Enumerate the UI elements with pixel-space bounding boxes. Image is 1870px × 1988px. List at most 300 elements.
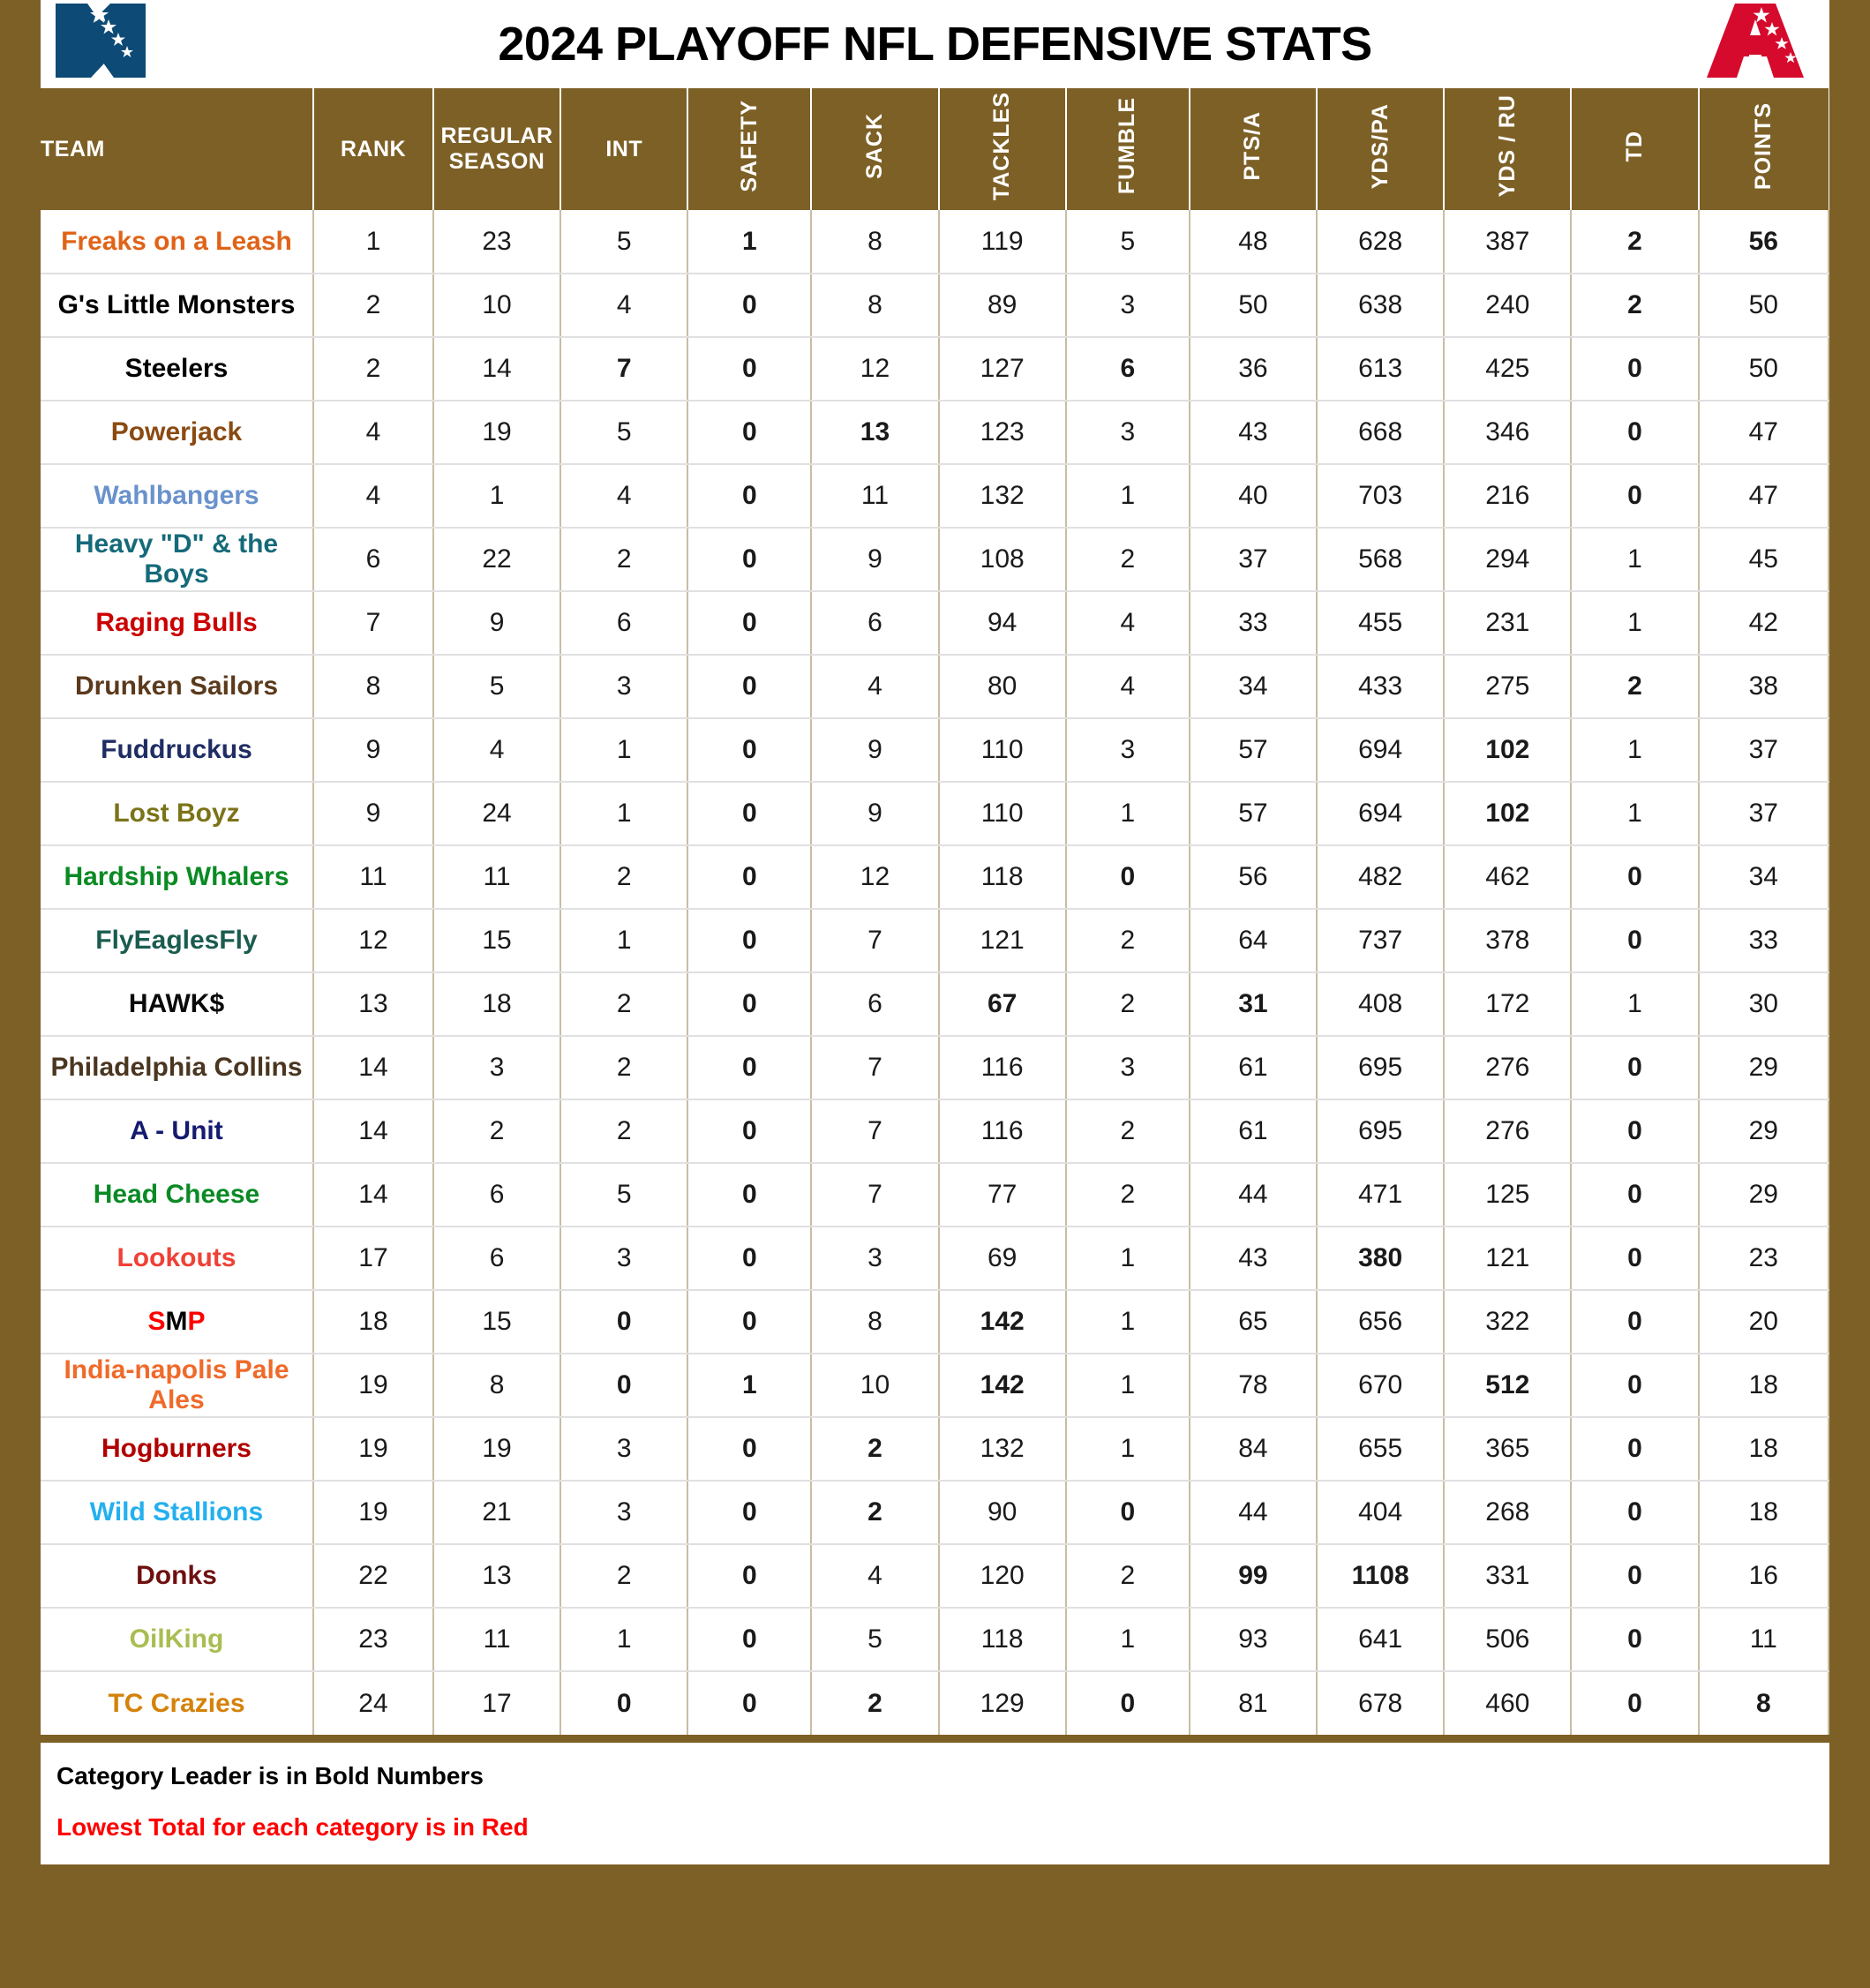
cell-safety: 0 [687, 655, 811, 718]
cell-fumble: 2 [1066, 528, 1190, 591]
table-row [41, 845, 1829, 909]
cell-safety: 0 [687, 1671, 811, 1735]
table-row [41, 972, 1829, 1036]
cell-fumble: 2 [1066, 909, 1190, 972]
cell-pts-per-a: 43 [1190, 1227, 1317, 1290]
cell-yds-per-ru: 506 [1444, 1608, 1571, 1671]
cell-pts-per-a: 78 [1190, 1354, 1317, 1417]
cell-pts-per-a: 84 [1190, 1417, 1317, 1481]
cell-td: 1 [1571, 782, 1698, 845]
cell-int: 2 [560, 1099, 687, 1163]
cell-regular-season: 17 [433, 1671, 560, 1735]
cell-int: 7 [560, 337, 687, 401]
cell-fumble: 2 [1066, 1163, 1190, 1227]
cell-sack: 12 [811, 337, 938, 401]
table-row [41, 1417, 1829, 1481]
cell-yds-per-ru: 276 [1444, 1099, 1571, 1163]
cell-regular-season: 8 [433, 1354, 560, 1417]
cell-int: 2 [560, 1036, 687, 1099]
cell-pts-per-a: 36 [1190, 337, 1317, 401]
cell-yds-per-ru: 268 [1444, 1481, 1571, 1544]
cell-fumble: 1 [1066, 1227, 1190, 1290]
cell-regular-season: 15 [433, 909, 560, 972]
table-row [41, 782, 1829, 845]
cell-pts-per-a: 44 [1190, 1163, 1317, 1227]
safety-label: SAFETY [736, 100, 762, 192]
cell-rank: 14 [313, 1099, 433, 1163]
cell-td: 1 [1571, 528, 1698, 591]
cell-yds-per-ru: 240 [1444, 274, 1571, 337]
table-row [41, 1290, 1829, 1354]
cell-td: 2 [1571, 655, 1698, 718]
cell-safety: 0 [687, 1481, 811, 1544]
cell-td: 0 [1571, 1417, 1698, 1481]
cell-rank: 11 [313, 845, 433, 909]
column-header-ydspa[interactable] [1317, 88, 1444, 210]
cell-regular-season: 2 [433, 1099, 560, 1163]
cell-tackles: 121 [939, 909, 1066, 972]
cell-regular-season: 23 [433, 210, 560, 274]
cell-tackles: 80 [939, 655, 1066, 718]
cell-tackles: 116 [939, 1036, 1066, 1099]
cell-td: 0 [1571, 1099, 1698, 1163]
cell-yds-per-pa: 482 [1317, 845, 1444, 909]
cell-regular-season: 11 [433, 845, 560, 909]
cell-tackles: 89 [939, 274, 1066, 337]
cell-regular-season: 15 [433, 1290, 560, 1354]
stats-table-body [41, 210, 1829, 1735]
cell-yds-per-ru: 102 [1444, 782, 1571, 845]
table-row [41, 464, 1829, 528]
cell-fumble: 0 [1066, 845, 1190, 909]
cell-td: 0 [1571, 1671, 1698, 1735]
team-name-cell[interactable]: India-napolis Pale Ales [41, 1354, 313, 1417]
cell-int: 1 [560, 782, 687, 845]
table-row [41, 1354, 1829, 1417]
cell-yds-per-pa: 380 [1317, 1227, 1444, 1290]
cell-yds-per-ru: 331 [1444, 1544, 1571, 1608]
table-row [41, 210, 1829, 274]
team-name-cell[interactable]: Steelers [41, 337, 313, 401]
cell-td: 2 [1571, 274, 1698, 337]
ydsru-label: YDS / RU [1494, 94, 1520, 198]
cell-tackles: 132 [939, 1417, 1066, 1481]
cell-pts-per-a: 37 [1190, 528, 1317, 591]
table-header-row [41, 88, 1829, 210]
table-row [41, 401, 1829, 464]
cell-safety: 0 [687, 1290, 811, 1354]
cell-yds-per-ru: 172 [1444, 972, 1571, 1036]
team-name-cell[interactable]: Drunken Sailors [41, 655, 313, 718]
cell-points: 42 [1699, 591, 1829, 655]
cell-tackles: 69 [939, 1227, 1066, 1290]
cell-rank: 9 [313, 782, 433, 845]
cell-yds-per-pa: 641 [1317, 1608, 1444, 1671]
cell-td: 0 [1571, 337, 1698, 401]
cell-yds-per-pa: 678 [1317, 1671, 1444, 1735]
cell-yds-per-ru: 121 [1444, 1227, 1571, 1290]
cell-sack: 9 [811, 718, 938, 782]
cell-fumble: 6 [1066, 337, 1190, 401]
cell-sack: 9 [811, 528, 938, 591]
cell-tackles: 142 [939, 1354, 1066, 1417]
cell-sack: 4 [811, 1544, 938, 1608]
cell-tackles: 123 [939, 401, 1066, 464]
ydspa-label: YDS/PA [1367, 102, 1393, 190]
table-row [41, 1227, 1829, 1290]
cell-fumble: 5 [1066, 210, 1190, 274]
cell-int: 6 [560, 591, 687, 655]
team-name-cell[interactable]: Lookouts [41, 1227, 313, 1290]
cell-yds-per-pa: 471 [1317, 1163, 1444, 1227]
table-row [41, 337, 1829, 401]
cell-yds-per-pa: 568 [1317, 528, 1444, 591]
team-name-cell[interactable]: SMP [41, 1290, 313, 1354]
column-header-tackles[interactable] [939, 88, 1066, 210]
cell-safety: 0 [687, 909, 811, 972]
cell-int: 2 [560, 972, 687, 1036]
cell-points: 45 [1699, 528, 1829, 591]
fumble-label: FUMBLE [1115, 97, 1140, 195]
cell-sack: 7 [811, 1163, 938, 1227]
cell-yds-per-ru: 276 [1444, 1036, 1571, 1099]
column-header-regular-season[interactable] [433, 88, 560, 210]
cell-yds-per-ru: 322 [1444, 1290, 1571, 1354]
cell-safety: 0 [687, 337, 811, 401]
cell-safety: 0 [687, 718, 811, 782]
cell-yds-per-pa: 695 [1317, 1099, 1444, 1163]
team-name-cell[interactable]: Freaks on a Leash [41, 210, 313, 274]
cell-points: 18 [1699, 1417, 1829, 1481]
cell-yds-per-pa: 668 [1317, 401, 1444, 464]
cell-rank: 19 [313, 1481, 433, 1544]
cell-rank: 19 [313, 1417, 433, 1481]
team-name-cell[interactable]: Raging Bulls [41, 591, 313, 655]
cell-fumble: 1 [1066, 1417, 1190, 1481]
team-name-cell[interactable]: Donks [41, 1544, 313, 1608]
column-header-fumble[interactable] [1066, 88, 1190, 210]
table-row [41, 1608, 1829, 1671]
cell-rank: 8 [313, 655, 433, 718]
cell-regular-season: 22 [433, 528, 560, 591]
regular-label: REGULAR SEASON [440, 124, 553, 174]
cell-rank: 2 [313, 337, 433, 401]
cell-sack: 2 [811, 1417, 938, 1481]
cell-rank: 17 [313, 1227, 433, 1290]
cell-yds-per-ru: 346 [1444, 401, 1571, 464]
cell-safety: 0 [687, 274, 811, 337]
cell-sack: 8 [811, 274, 938, 337]
nfc-conference-logo-icon [48, 0, 154, 85]
cell-td: 2 [1571, 210, 1698, 274]
column-header-int[interactable]: INT [560, 88, 687, 210]
cell-int: 3 [560, 1481, 687, 1544]
cell-pts-per-a: 61 [1190, 1099, 1317, 1163]
cell-points: 50 [1699, 337, 1829, 401]
cell-sack: 3 [811, 1227, 938, 1290]
cell-sack: 12 [811, 845, 938, 909]
column-header-sack[interactable] [811, 88, 938, 210]
cell-fumble: 3 [1066, 401, 1190, 464]
cell-tackles: 142 [939, 1290, 1066, 1354]
cell-fumble: 2 [1066, 972, 1190, 1036]
cell-rank: 4 [313, 401, 433, 464]
cell-points: 23 [1699, 1227, 1829, 1290]
table-row [41, 1481, 1829, 1544]
cell-safety: 0 [687, 1544, 811, 1608]
team-name-cell[interactable]: Head Cheese [41, 1163, 313, 1227]
cell-regular-season: 19 [433, 401, 560, 464]
table-row [41, 1544, 1829, 1608]
cell-rank: 1 [313, 210, 433, 274]
team-name-cell[interactable]: Hogburners [41, 1417, 313, 1481]
tackles-label: TACKLES [989, 91, 1015, 201]
cell-yds-per-ru: 275 [1444, 655, 1571, 718]
cell-td: 0 [1571, 1163, 1698, 1227]
cell-yds-per-ru: 125 [1444, 1163, 1571, 1227]
cell-points: 56 [1699, 210, 1829, 274]
cell-points: 20 [1699, 1290, 1829, 1354]
cell-yds-per-ru: 216 [1444, 464, 1571, 528]
column-header-ydsru[interactable] [1444, 88, 1571, 210]
column-header-ptsa[interactable] [1190, 88, 1317, 210]
cell-td: 1 [1571, 591, 1698, 655]
cell-pts-per-a: 56 [1190, 845, 1317, 909]
cell-rank: 12 [313, 909, 433, 972]
cell-yds-per-ru: 294 [1444, 528, 1571, 591]
cell-rank: 22 [313, 1544, 433, 1608]
cell-points: 29 [1699, 1099, 1829, 1163]
table-row [41, 909, 1829, 972]
column-header-safety[interactable] [687, 88, 811, 210]
cell-pts-per-a: 40 [1190, 464, 1317, 528]
column-header-points[interactable] [1699, 88, 1829, 210]
cell-rank: 6 [313, 528, 433, 591]
cell-pts-per-a: 34 [1190, 655, 1317, 718]
cell-int: 0 [560, 1354, 687, 1417]
cell-yds-per-pa: 638 [1317, 274, 1444, 337]
afc-conference-logo-icon [1702, 0, 1808, 85]
column-header-td[interactable] [1571, 88, 1698, 210]
cell-yds-per-ru: 102 [1444, 718, 1571, 782]
cell-sack: 9 [811, 782, 938, 845]
cell-fumble: 3 [1066, 274, 1190, 337]
cell-fumble: 1 [1066, 464, 1190, 528]
cell-yds-per-pa: 408 [1317, 972, 1444, 1036]
cell-regular-season: 6 [433, 1163, 560, 1227]
team-name-cell[interactable]: OilKing [41, 1608, 313, 1671]
cell-td: 0 [1571, 1481, 1698, 1544]
cell-regular-season: 4 [433, 718, 560, 782]
cell-safety: 0 [687, 528, 811, 591]
cell-safety: 0 [687, 782, 811, 845]
cell-yds-per-ru: 512 [1444, 1354, 1571, 1417]
team-name-cell[interactable]: TC Crazies [41, 1671, 313, 1735]
cell-td: 0 [1571, 1354, 1698, 1417]
cell-points: 18 [1699, 1481, 1829, 1544]
cell-td: 0 [1571, 401, 1698, 464]
cell-tackles: 119 [939, 210, 1066, 274]
legend-bold-note: Category Leader is in Bold Numbers [56, 1762, 484, 1789]
cell-td: 0 [1571, 1544, 1698, 1608]
cell-sack: 7 [811, 1036, 938, 1099]
cell-tackles: 132 [939, 464, 1066, 528]
cell-yds-per-ru: 425 [1444, 337, 1571, 401]
cell-yds-per-ru: 365 [1444, 1417, 1571, 1481]
cell-yds-per-pa: 703 [1317, 464, 1444, 528]
cell-tackles: 94 [939, 591, 1066, 655]
cell-regular-season: 24 [433, 782, 560, 845]
cell-sack: 8 [811, 210, 938, 274]
cell-points: 33 [1699, 909, 1829, 972]
legend-notes [41, 1743, 1829, 1864]
team-name-cell[interactable]: Philadelphia Collins [41, 1036, 313, 1099]
cell-sack: 5 [811, 1608, 938, 1671]
cell-int: 1 [560, 909, 687, 972]
points-label: POINTS [1751, 101, 1776, 191]
cell-points: 18 [1699, 1354, 1829, 1417]
cell-pts-per-a: 61 [1190, 1036, 1317, 1099]
cell-points: 30 [1699, 972, 1829, 1036]
team-name-cell[interactable]: A - Unit [41, 1099, 313, 1163]
cell-rank: 14 [313, 1036, 433, 1099]
table-row [41, 1099, 1829, 1163]
team-name-cell[interactable]: Fuddruckus [41, 718, 313, 782]
sack-label: SACK [861, 113, 887, 179]
cell-rank: 14 [313, 1163, 433, 1227]
cell-yds-per-ru: 387 [1444, 210, 1571, 274]
cell-tackles: 118 [939, 845, 1066, 909]
cell-td: 0 [1571, 1036, 1698, 1099]
cell-sack: 8 [811, 1290, 938, 1354]
team-name-cell[interactable]: FlyEaglesFly [41, 909, 313, 972]
table-row [41, 655, 1829, 718]
cell-pts-per-a: 43 [1190, 401, 1317, 464]
team-name-cell[interactable]: Wahlbangers [41, 464, 313, 528]
cell-int: 0 [560, 1290, 687, 1354]
cell-tackles: 110 [939, 782, 1066, 845]
cell-yds-per-pa: 455 [1317, 591, 1444, 655]
cell-td: 1 [1571, 718, 1698, 782]
cell-sack: 2 [811, 1671, 938, 1735]
cell-sack: 6 [811, 591, 938, 655]
cell-regular-season: 11 [433, 1608, 560, 1671]
cell-points: 29 [1699, 1036, 1829, 1099]
ptsa-label: PTS/A [1240, 111, 1265, 181]
cell-rank: 7 [313, 591, 433, 655]
cell-yds-per-pa: 613 [1317, 337, 1444, 401]
cell-rank: 4 [313, 464, 433, 528]
cell-pts-per-a: 81 [1190, 1671, 1317, 1735]
cell-points: 37 [1699, 718, 1829, 782]
cell-tackles: 118 [939, 1608, 1066, 1671]
cell-pts-per-a: 99 [1190, 1544, 1317, 1608]
cell-points: 34 [1699, 845, 1829, 909]
cell-pts-per-a: 57 [1190, 782, 1317, 845]
cell-points: 47 [1699, 401, 1829, 464]
cell-pts-per-a: 57 [1190, 718, 1317, 782]
cell-points: 8 [1699, 1671, 1829, 1735]
team-name-cell[interactable]: G's Little Monsters [41, 274, 313, 337]
team-name-cell[interactable]: Lost Boyz [41, 782, 313, 845]
cell-regular-season: 9 [433, 591, 560, 655]
cell-yds-per-ru: 460 [1444, 1671, 1571, 1735]
team-name-cell[interactable]: HAWK$ [41, 972, 313, 1036]
td-label: TD [1622, 130, 1647, 162]
cell-rank: 9 [313, 718, 433, 782]
team-name-cell[interactable]: Hardship Whalers [41, 845, 313, 909]
cell-tackles: 120 [939, 1544, 1066, 1608]
cell-int: 2 [560, 845, 687, 909]
cell-points: 50 [1699, 274, 1829, 337]
cell-safety: 0 [687, 1036, 811, 1099]
cell-rank: 2 [313, 274, 433, 337]
column-header-rank[interactable]: RANK [313, 88, 433, 210]
cell-fumble: 4 [1066, 655, 1190, 718]
cell-points: 37 [1699, 782, 1829, 845]
cell-regular-season: 18 [433, 972, 560, 1036]
cell-pts-per-a: 31 [1190, 972, 1317, 1036]
cell-fumble: 1 [1066, 1354, 1190, 1417]
cell-regular-season: 19 [433, 1417, 560, 1481]
cell-tackles: 67 [939, 972, 1066, 1036]
cell-yds-per-pa: 433 [1317, 655, 1444, 718]
cell-regular-season: 3 [433, 1036, 560, 1099]
cell-fumble: 1 [1066, 1290, 1190, 1354]
team-name-cell[interactable]: Heavy "D" & the Boys [41, 528, 313, 591]
cell-yds-per-pa: 655 [1317, 1417, 1444, 1481]
cell-regular-season: 1 [433, 464, 560, 528]
cell-tackles: 127 [939, 337, 1066, 401]
cell-regular-season: 10 [433, 274, 560, 337]
cell-pts-per-a: 33 [1190, 591, 1317, 655]
table-row [41, 274, 1829, 337]
cell-td: 0 [1571, 1608, 1698, 1671]
cell-points: 47 [1699, 464, 1829, 528]
cell-rank: 13 [313, 972, 433, 1036]
cell-int: 4 [560, 464, 687, 528]
cell-tackles: 90 [939, 1481, 1066, 1544]
team-name-cell[interactable]: Powerjack [41, 401, 313, 464]
cell-yds-per-ru: 378 [1444, 909, 1571, 972]
legend-red-note: Lowest Total for each category is in Red [56, 1813, 529, 1841]
cell-yds-per-pa: 695 [1317, 1036, 1444, 1099]
cell-int: 5 [560, 210, 687, 274]
cell-regular-season: 13 [433, 1544, 560, 1608]
cell-td: 0 [1571, 845, 1698, 909]
cell-safety: 0 [687, 464, 811, 528]
cell-td: 0 [1571, 464, 1698, 528]
cell-yds-per-ru: 462 [1444, 845, 1571, 909]
cell-sack: 2 [811, 1481, 938, 1544]
cell-pts-per-a: 44 [1190, 1481, 1317, 1544]
cell-safety: 0 [687, 1608, 811, 1671]
cell-int: 3 [560, 1227, 687, 1290]
defensive-stats-table [41, 88, 1829, 1735]
cell-sack: 7 [811, 1099, 938, 1163]
cell-yds-per-ru: 231 [1444, 591, 1571, 655]
cell-fumble: 2 [1066, 1544, 1190, 1608]
cell-td: 0 [1571, 909, 1698, 972]
team-name-cell[interactable]: Wild Stallions [41, 1481, 313, 1544]
stats-table-wrapper [41, 88, 1829, 1735]
cell-pts-per-a: 93 [1190, 1608, 1317, 1671]
table-row [41, 591, 1829, 655]
column-header-team[interactable]: TEAM [41, 88, 313, 210]
table-row [41, 1671, 1829, 1735]
cell-int: 3 [560, 1417, 687, 1481]
cell-fumble: 4 [1066, 591, 1190, 655]
